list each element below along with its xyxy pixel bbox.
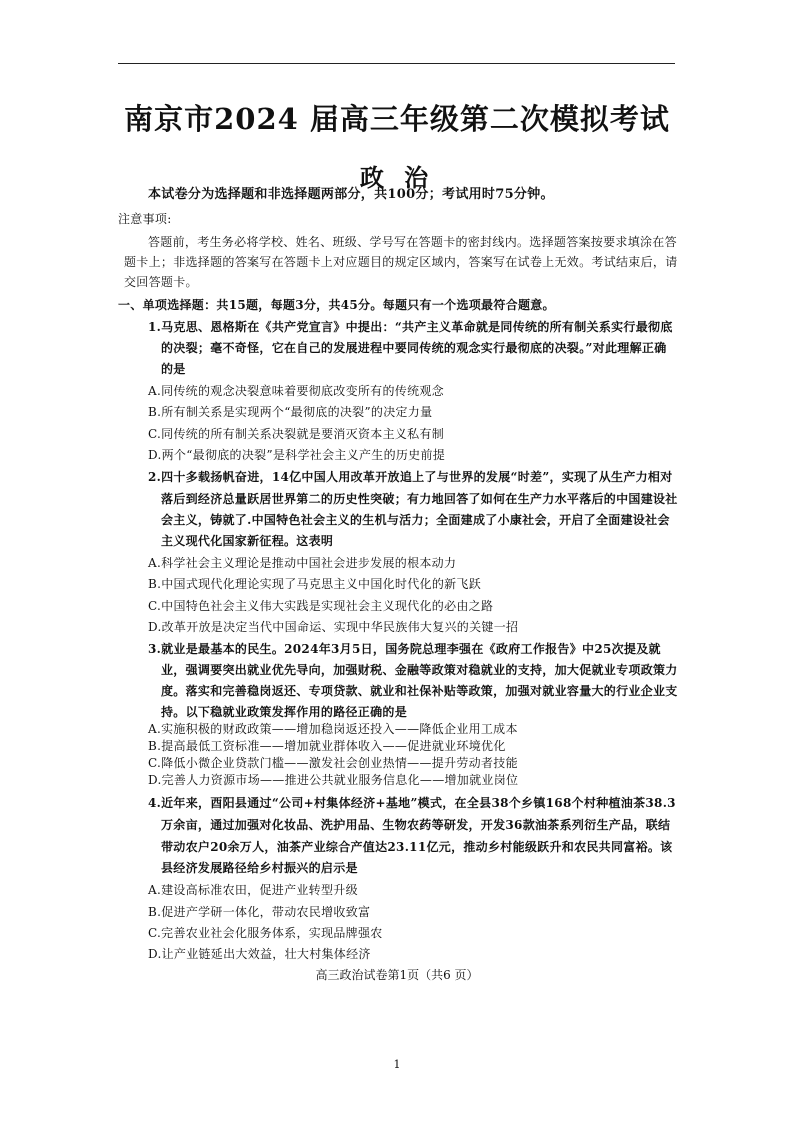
question-2-option-d: D.改革开放是决定当代中国命运、实现中华民族伟大复兴的关键一招 — [148, 620, 519, 634]
question-1-option-a: A.同传统的观念决裂意味着要彻底改变所有的传统观念 — [148, 384, 444, 398]
question-4-stem: 带动农户20余万人，油茶产业综合产值达23.11亿元，推动乡村能级跃升和农民共同富裕。该 — [161, 840, 673, 854]
subject-title: 政 治 — [359, 163, 435, 192]
question-1-stem: 1.马克思、恩格斯在《共产党宣言》中提出：“共产主义革命就是同传统的所有制关系实行最彻底 — [148, 320, 673, 334]
question-2-option-b: B.中国式现代化理论实现了马克思主义中国化时代化的新飞跃 — [148, 577, 482, 591]
notice-line: 答题前，考生务必将学校、姓名、班级、学号写在答题卡的密封线内。选择题答案按要求填涂在答 — [148, 235, 677, 249]
question-4-option-b: B.促进产学研一体化，带动农民增收致富 — [148, 905, 371, 919]
question-4-option-d: D.让产业链延出大效益，壮大村集体经济 — [148, 947, 371, 961]
question-3-option-c: C.降低小微企业贷款门槛——激发社会创业热情——提升劳动者技能 — [148, 756, 518, 770]
question-2-stem: 主义现代化国家新征程。这表明 — [161, 534, 334, 548]
question-3-stem: 持。以下稳就业政策发挥作用的路径正确的是 — [161, 705, 408, 719]
question-1-option-b: B.所有制关系是实现两个“最彻底的决裂”的决定力量 — [148, 405, 433, 419]
question-2-stem: 2.四十多载扬帆奋进，14亿中国人用改革开放追上了与世界的发展“时差”，实现了从生产力相对 — [148, 470, 673, 484]
question-1-stem: 的是 — [161, 362, 186, 376]
question-4-stem: 县经济发展路径给乡村振兴的启示是 — [161, 861, 358, 875]
question-1-option-c: C.同传统的所有制关系决裂就是要消灭资本主义私有制 — [148, 427, 445, 441]
question-3-stem: 度。落实和完善稳岗返还、专项贷款、就业和社保补贴等政策，加强对就业容量大的行业企业支 — [161, 684, 678, 698]
question-4-option-a: A.建设高标准农田，促进产业转型升级 — [148, 883, 358, 897]
question-3-stem: 业，强调要突出就业优先导向，加强财税、金融等政策对稳就业的支持，加大促就业专项政策力 — [161, 663, 678, 677]
question-2-option-c: C.中国特色社会主义伟大实践是实现社会主义现代化的必由之路 — [148, 599, 494, 613]
exam-title: 南京市2024 届高三年级第二次模拟考试 — [124, 102, 670, 136]
notice-line: 题卡上；非选择题的答案写在答题卡上对应题目的规定区域内，答案写在试卷上无效。考试结束后，请 — [124, 255, 678, 269]
question-2-option-a: A.科学社会主义理论是推动中国社会进步发展的根本动力 — [148, 556, 457, 570]
notice-heading: 注意事项: — [118, 212, 172, 226]
question-3-option-d: D.完善人力资源市场——推进公共就业服务信息化——增加就业岗位 — [148, 773, 519, 787]
question-2-stem: 会主义，铸就了.中国特色社会主义的生机与活力；全面建成了小康社会，开启了全面建设社会 — [161, 513, 670, 527]
question-1-option-d: D.两个“最彻底的决裂”是科学社会主义产生的历史前提 — [148, 448, 446, 462]
question-4-stem: 万余亩，通过加强对化妆品、洗护用品、生物农药等研发，开发36款油茶系列衍生产品，联结 — [161, 818, 671, 832]
section-heading: 一、单项选择题：共15题，每题3分，共45分。每题只有一个选项最符合题意。 — [118, 298, 555, 312]
top-rule — [118, 63, 675, 64]
question-3-option-b: B.提高最低工资标准——增加就业群体收入——促进就业环境优化 — [148, 739, 506, 753]
question-3-stem: 3.就业是最基本的民生。2024年3月5日，国务院总理李强在《政府工作报告》中25次提及就 — [148, 642, 661, 656]
question-1-stem: 的决裂；毫不奇怪，它在自己的发展进程中要同传统的观念实行最彻底的决裂。”对此理解正确 — [161, 341, 667, 355]
page-number: 1 — [393, 1058, 401, 1071]
page-footer: 高三政治试卷第1页（共6 页） — [315, 968, 479, 982]
question-4-option-c: C.完善农业社会化服务体系，实现品牌强农 — [148, 926, 383, 940]
question-2-stem: 落后到经济总量跃居世界第二的历史性突破；有力地回答了如何在生产力水平落后的中国建设社 — [161, 492, 678, 506]
notice-line: 交回答题卡。 — [124, 275, 198, 289]
question-4-stem: 4.近年来，酉阳县通过“公司+村集体经济+基地”模式，在全县38个乡镇168个村种植油茶38.3 — [148, 796, 676, 810]
exam-info: 本试卷分为选择题和非选择题两部分，共100分；考试用时75分钟。 — [148, 187, 554, 202]
question-3-option-a: A.实施积极的财政政策——增加稳岗返还投入——降低企业用工成本 — [148, 722, 518, 736]
